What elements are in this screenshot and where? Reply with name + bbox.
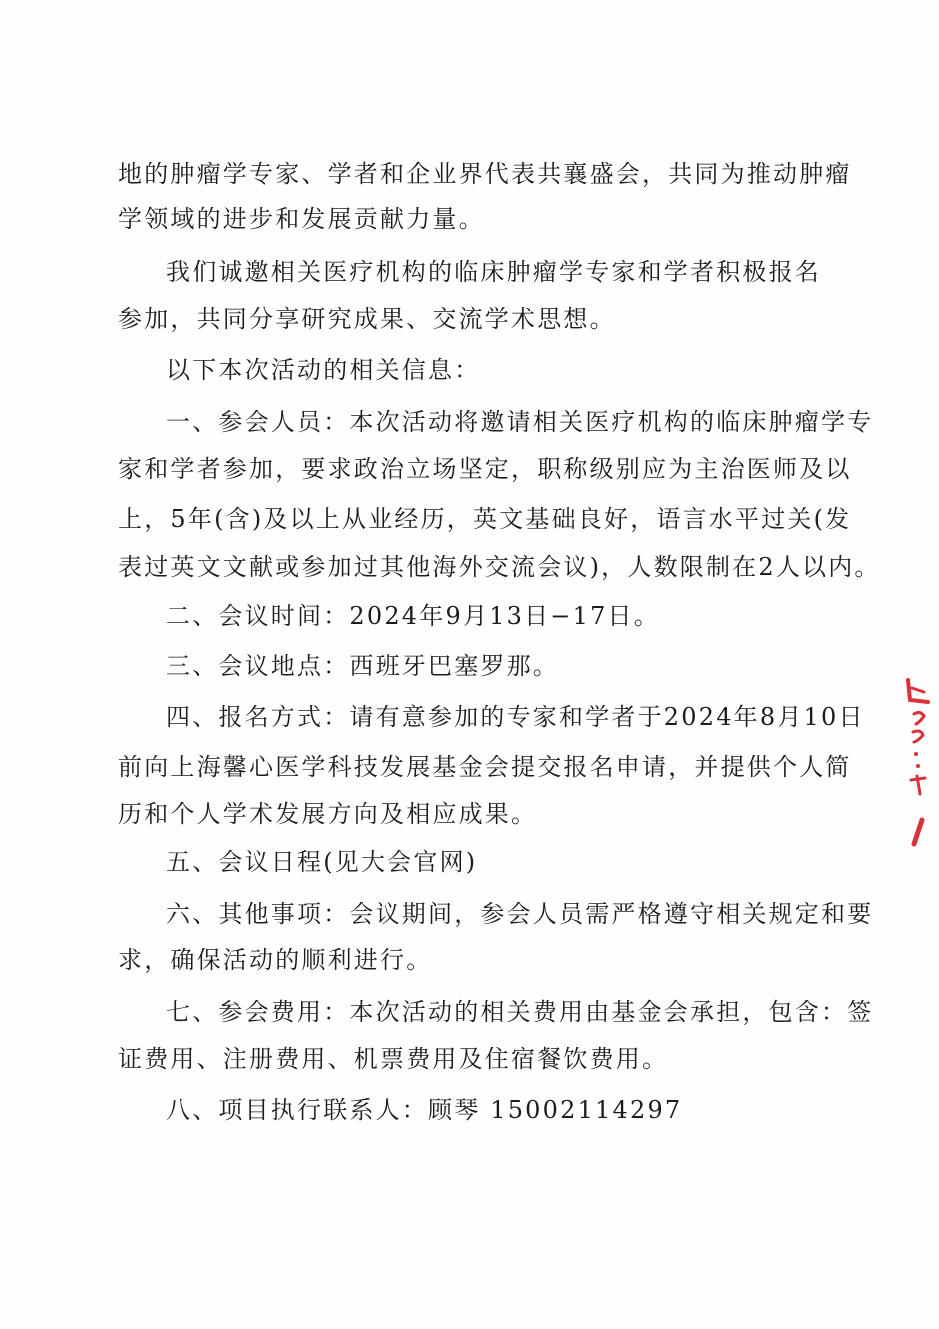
text-line-20: 八、项目执行联系人：顾琴 15002114297	[166, 1096, 683, 1124]
text-line-19: 证费用、注册费用、机票费用及住宿餐饮费用。	[118, 1045, 669, 1073]
text-line-18: 七、参会费用：本次活动的相关费用由基金会承担，包含：签	[166, 998, 874, 1026]
text-line-4: 参加，共同分享研究成果、交流学术思想。	[118, 305, 616, 333]
text-line-7: 家和学者参加，要求政治立场坚定，职称级别应为主治医师及以	[118, 455, 852, 483]
text-line-14: 历和个人学术发展方向及相应成果。	[118, 800, 538, 828]
text-line-17: 求，确保活动的顺利进行。	[118, 946, 433, 974]
text-line-8: 上，5年(含)及以上从业经历，英文基础良好，语言水平过关(发	[118, 505, 852, 533]
text-line-3: 我们诚邀相关医疗机构的临床肿瘤学专家和学者积极报名	[166, 258, 821, 286]
text-line-5: 以下本次活动的相关信息：	[166, 356, 481, 384]
text-line-10: 二、会议时间：2024年9月13日−17日。	[166, 602, 660, 630]
text-line-13: 前向上海馨心医学科技发展基金会提交报名申请，并提供个人简	[118, 753, 852, 781]
text-line-11: 三、会议地点：西班牙巴塞罗那。	[166, 652, 559, 680]
seal-fragment-icon	[898, 678, 938, 848]
text-line-6: 一、参会人员：本次活动将邀请相关医疗机构的临床肿瘤学专	[166, 408, 874, 436]
text-line-2: 学领域的进步和发展贡献力量。	[118, 205, 485, 233]
text-line-12: 四、报名方式：请有意参加的专家和学者于2024年8月10日	[166, 703, 865, 731]
text-line-15: 五、会议日程(见大会官网)	[166, 848, 478, 876]
text-line-16: 六、其他事项：会议期间，参会人员需严格遵守相关规定和要	[166, 900, 874, 928]
text-line-1: 地的肿瘤学专家、学者和企业界代表共襄盛会，共同为推动肿瘤	[118, 160, 852, 188]
text-line-9: 表过英文文献或参加过其他海外交流会议)，人数限制在2人以内。	[118, 553, 881, 581]
